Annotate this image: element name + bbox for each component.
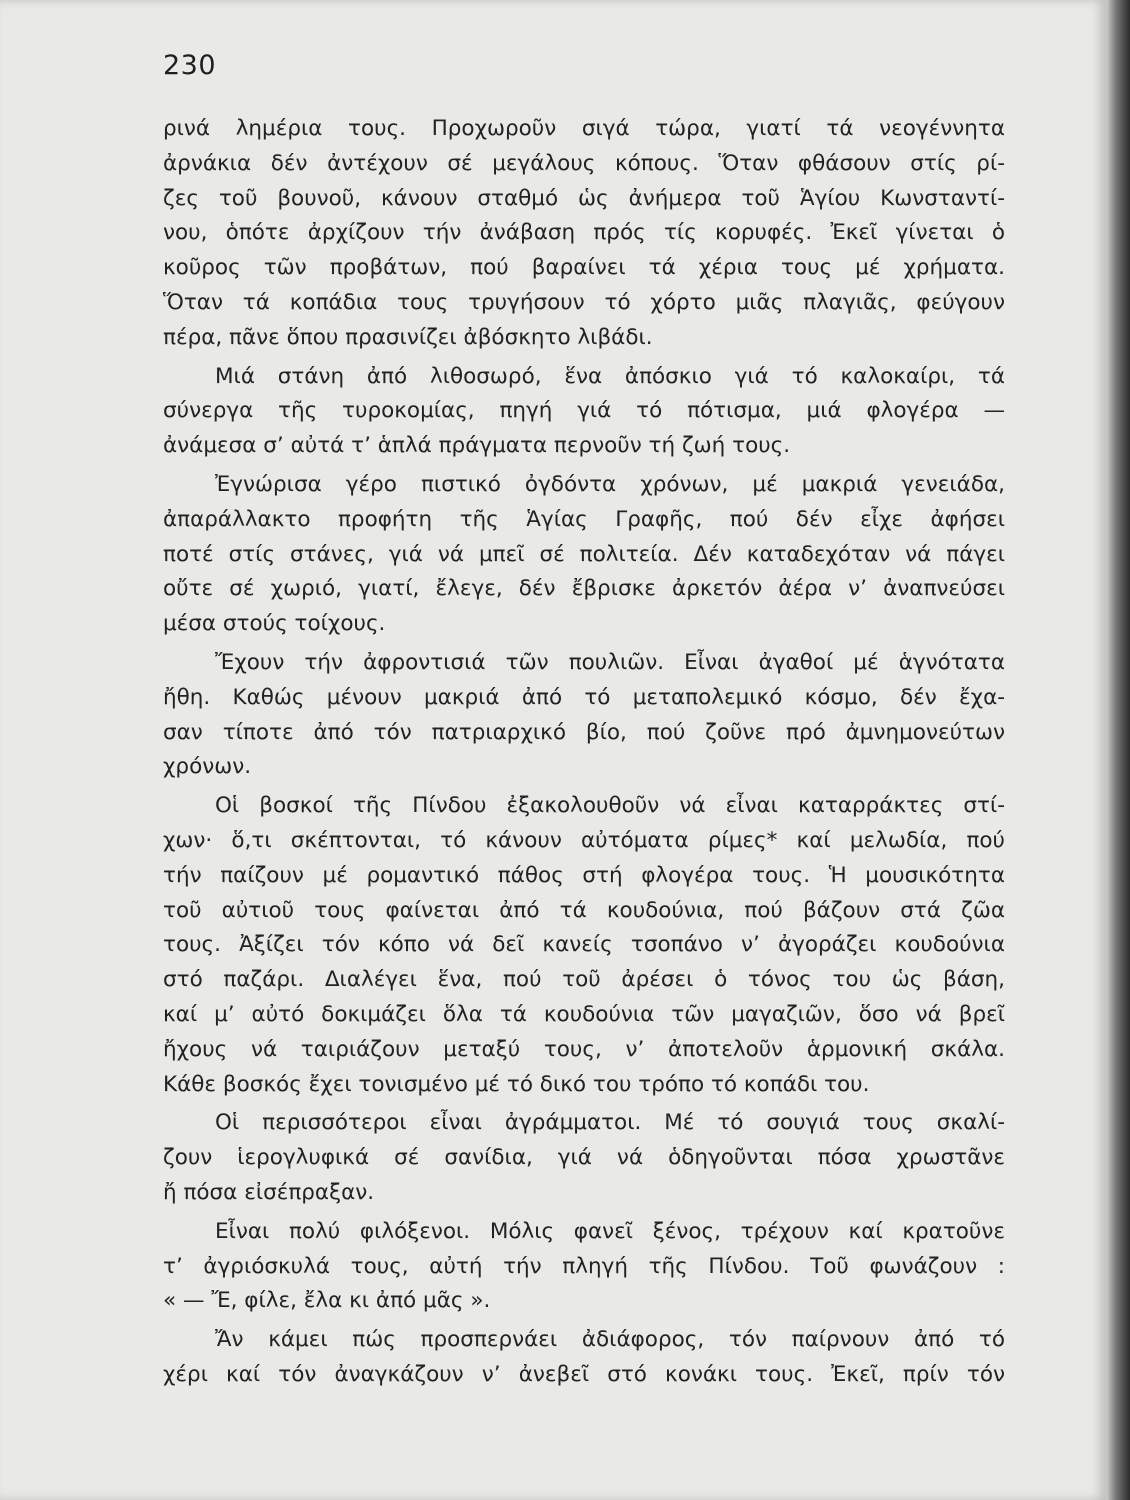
text-line: Οἱ βοσκοί τῆς Πίνδου ἐξακολουθοῦν νά εἶναι καταρράκτες στί-	[215, 793, 1005, 819]
text-line: ζες τοῦ βουνοῦ, κάνουν σταθμό ὡς ἀνήμερα τοῦ Ἁγίου Κωνσταντί-	[163, 185, 1005, 211]
text-line: οὔτε σέ χωριό, γιατί, ἔλεγε, δέν ἔβρισκε ἀρκετόν ἀέρα ν’ ἀναπνεύσει	[163, 576, 1005, 602]
text-line: ρινά λημέρια τους. Προχωροῦν σιγά τώρα, γιατί τά νεογέννητα	[163, 116, 1005, 141]
text-line: τ’ ἀγριόσκυλά τους, αὐτή τήν πληγή τῆς Πίνδου. Τοῦ φωνάζουν :	[163, 1253, 1005, 1279]
text-line: κοῦρος τῶν προβάτων, πού βαραίνει τά χέρια τους μέ χρήματα.	[163, 255, 1005, 281]
text-line: καί μ’ αὐτό δοκιμάζει ὅλα τά κουδούνια τῶν μαγαζιῶν, ὅσο νά βρεῖ	[163, 1001, 1005, 1027]
page-number: 230	[163, 50, 217, 81]
paragraph	[163, 789, 1005, 1102]
text-line: Οἱ περισσότεροι εἶναι ἀγράμματοι. Μέ τό σουγιά τους σκαλί-	[215, 1110, 1005, 1136]
text-line: νου, ὁπότε ἀρχίζουν τήν ἀνάβαση πρός τίς κορυφές. Ἐκεῖ γίνεται ὁ	[163, 220, 1005, 246]
text-line: σαν τίποτε ἀπό τόν πατριαρχικό βίο, πού ζοῦνε πρό ἀμνημονεύτων	[163, 719, 1005, 745]
paragraph	[163, 360, 1005, 464]
text-line: ζουν ἱερογλυφικά σέ σανίδια, γιά νά ὁδηγοῦνται πόσα χρωστᾶνε	[163, 1145, 1005, 1171]
text-line: Ἐγνώρισα γέρο πιστικό ὀγδόντα χρόνων, μέ μακριά γενειάδα,	[215, 471, 1005, 497]
text-line: ἀνάμεσα σ’ αὐτά τ’ ἁπλά πράγματα περνοῦν τή ζωή τους.	[163, 433, 791, 459]
paragraph	[163, 1215, 1005, 1319]
text-line: στό παζάρι. Διαλέγει ἕνα, πού τοῦ ἀρέσει ὁ τόνος του ὡς βάση,	[163, 967, 1005, 993]
text-line: πέρα, πᾶνε ὅπου πρασινίζει ἀβόσκητο λιβάδι.	[163, 324, 653, 350]
text-line: ἤ πόσα εἰσέπραξαν.	[163, 1179, 375, 1205]
text-line: χρόνων.	[163, 754, 252, 780]
body-text	[163, 112, 1005, 1393]
text-line: τους. Ἀξίζει τόν κόπο νά δεῖ κανείς τσοπάνο ν’ ἀγοράζει κουδούνια	[163, 932, 1005, 958]
text-line: Ἄν κάμει πώς προσπερνάει ἀδιάφορος, τόν παίρνουν ἀπό τό	[215, 1327, 1005, 1353]
text-line: χέρι καί τόν ἀναγκάζουν ν’ ἀνεβεῖ στό κονάκι τους. Ἐκεῖ, πρίν τόν	[163, 1361, 1005, 1387]
text-line: Εἶναι πολύ φιλόξενοι. Μόλις φανεῖ ξένος, τρέχουν καί κρατοῦνε	[215, 1218, 1005, 1244]
book-spine-shadow	[1106, 0, 1130, 1500]
text-line: ἤχους νά ταιριάζουν μεταξύ τους, ν’ ἀποτελοῦν ἁρμονική σκάλα.	[163, 1036, 1005, 1062]
paragraph	[163, 1323, 1005, 1393]
text-line: ἀπαράλλακτο προφήτη τῆς Ἁγίας Γραφῆς, πού δέν εἶχε ἀφήσει	[163, 506, 1005, 532]
paragraph	[163, 112, 1005, 356]
text-line: ἀρνάκια δέν ἀντέχουν σέ μεγάλους κόπους. Ὅταν φθάσουν στίς ρί-	[163, 150, 1005, 176]
text-line: Μιά στάνη ἀπό λιθοσωρό, ἕνα ἀπόσκιο γιά τό καλοκαίρι, τά	[215, 363, 1005, 389]
paragraph	[163, 1106, 1005, 1210]
text-line: μέσα στούς τοίχους.	[163, 611, 386, 637]
text-line: Κάθε βοσκός ἔχει τονισμένο μέ τό δικό του τρόπο τό κοπάδι του.	[163, 1071, 870, 1097]
text-line: σύνεργα τῆς τυροκομίας, πηγή γιά τό πότισμα, μιά φλογέρα —	[163, 398, 1005, 424]
paragraph	[163, 468, 1005, 642]
text-line: « — Ἔ, φίλε, ἔλα κι ἀπό μᾶς ».	[163, 1288, 491, 1314]
text-line: ἤθη. Καθώς μένουν μακριά ἀπό τό μεταπολεμικό κόσμο, δέν ἔχα-	[163, 684, 1005, 710]
paragraph	[163, 646, 1005, 785]
text-line: ποτέ στίς στάνες, γιά νά μπεῖ σέ πολιτεία. Δέν καταδεχόταν νά πάγει	[163, 541, 1005, 567]
text-line: τήν παίζουν μέ ρομαντικό πάθος στή φλογέρα τους. Ἡ μουσικότητα	[163, 862, 1005, 888]
text-line: Ἔχουν τήν ἀφροντισιά τῶν πουλιῶν. Εἶναι ἀγαθοί μέ ἁγνότατα	[215, 649, 1005, 675]
text-line: Ὅταν τά κοπάδια τους τρυγήσουν τό χόρτο μιᾶς πλαγιᾶς, φεύγουν	[163, 289, 1005, 315]
text-line: χων· ὅ,τι σκέπτονται, τό κάνουν αὐτόματα ρίμες* καί μελωδία, πού	[163, 827, 1005, 853]
text-line: τοῦ αὐτιοῦ τους φαίνεται ἀπό τά κουδούνια, πού βάζουν στά ζῶα	[163, 897, 1005, 923]
